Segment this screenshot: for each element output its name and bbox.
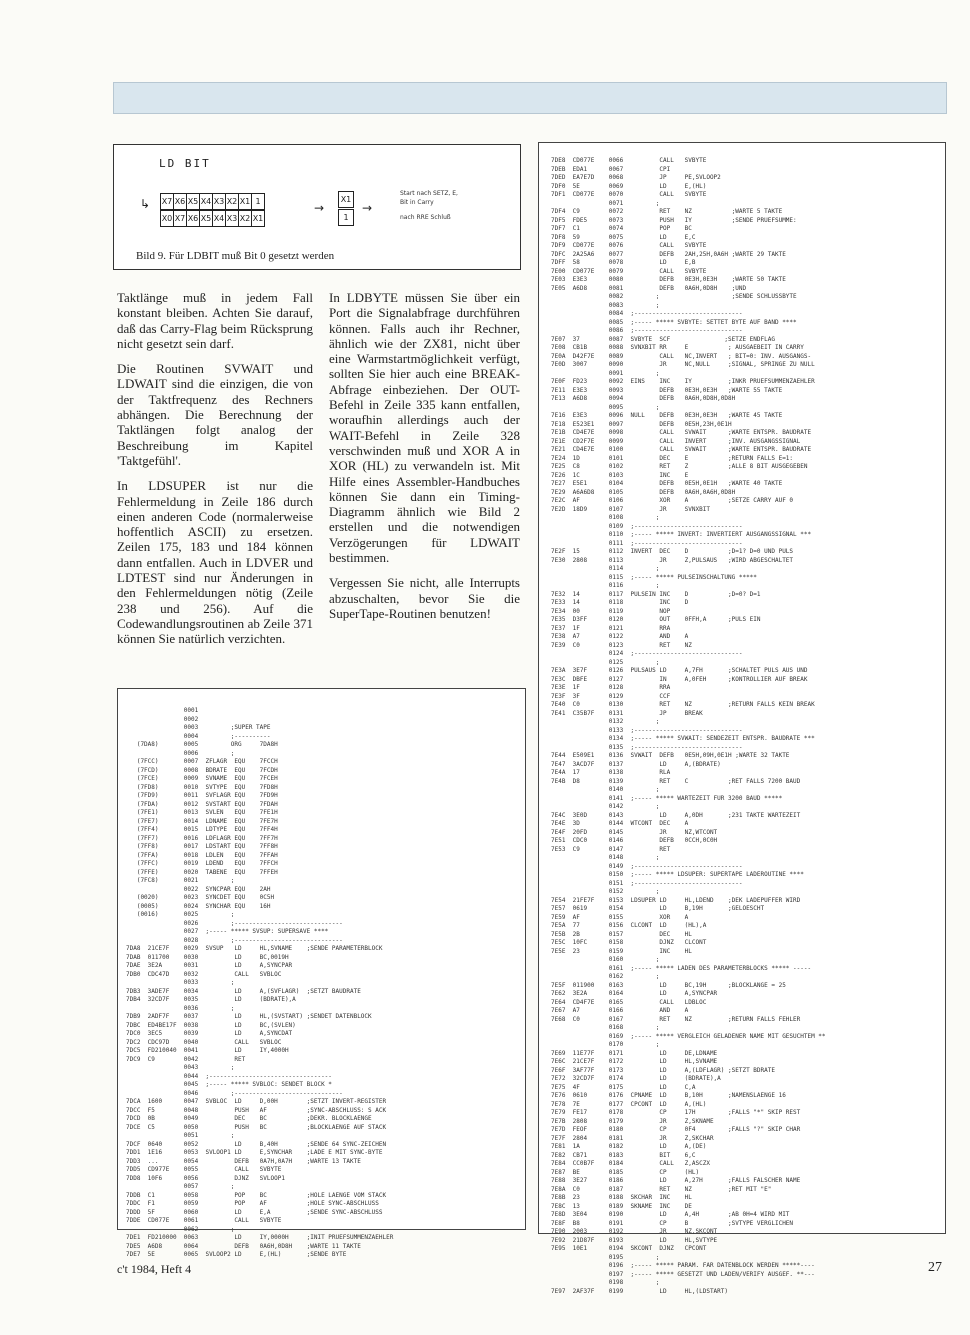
carry-bit-top: X1: [338, 191, 354, 208]
register-bottom-cell: X6: [187, 211, 200, 226]
figure-title: LD BIT: [159, 157, 211, 170]
text-column-middle: [329, 290, 520, 631]
register-top-cell: X6: [174, 194, 187, 209]
register-bottom-cell: X7: [174, 211, 187, 226]
page-number: 27: [928, 1260, 942, 1275]
register-top-cell: X5: [187, 194, 200, 209]
code-listing-left: 0001 0002 0003 ;SUPER TAPE 0004 ;---------- (7DA8) 0005 ORG 7DA8H 0006 ; (7FCC) 0007 ZFLAGR EQU 7FCCH (7FCD) 0008 BDRATE EQU 7FCDH (7FCE) 0009 SVNAME EQU 7FCEH (7FD8) 0010 SVTYPE EQU 7FD8H (7FD9) 0011 SVFLAGR EQU 7FD9H (7FDA) 0012 SVSTART EQU 7FDAH (7FE1) 0013 SVLEN EQU 7FE1H (7FE7) 0014 LDNAME EQU 7FE7H (7FF4) 0015 LDTYPE EQU 7FF4H (7FF7) 0016 LDFLAGR EQU 7FF7H (7FF8) 0017 LDSTART EQU 7FF8H (7FFA) 0018 LDLEN EQU 7FFAH (7FFC) 0019 LDEND EQU 7FFCH (7FFE) 0020 TABENE EQU 7FFEH (7FC8) 0021 ; 0022 SYNCPAR EQU 2AH (0020) 0023 SYNCDET EQU 0C5H (0005) 0024 SYNCHAR EQU 16H (0016) 0025 ; 0026 ;------------------------------ 0027 ;----- ***** SVSUP: SUPERSAVE **** 0028 ;------------------------------ 7DA8 21CE7F 0029 SVSUP LD HL,SVNAME ;SENDE PARAMETERBLOCK 7DAB 011700 0030 LD BC,0019H 7DAE 3E2A 0031 LD A,SYNCPAR 7DB0 CDC47D 0032 CALL SVBLOC 0033 ; 7DB3 3ADE7F 0034 LD A,(SVFLAGR) ;SETZT BAUDRATE 7DB4 32CD7F 0035 LD (BDRATE),A 0036 ; 7DB9 2ADF7F 0037 LD HL,(SVSTART) ;SENDET DATENBLOCK 7DBC ED4BE17F 0038 LD BC,(SVLEN) 7DC0 3EC5 0039 LD A,SYNCDAT 7DC2 CDC97D 0040 CALL SVBLOC 7DC5 FD210040 0041 LD IY,4000H 7DC9 C9 0042 RET 0043 ; 0044 ;---------------------------------- 0045 ;----- ***** SVBLOC: SENDET BLOCK * 0046 ;------------------------------ 7DCA 1600 0047 SVBLOC LD D,00H ;SETZT INVERT-REGISTER 7DCC F5 0048 PUSH AF ;SYNC-ABSCHLUSS: S ACK 7DCD 0B 0049 DEC BC ;DEKR. BLOCKLAENGE 7DCE C5 0050 PUSH BC ;BLOCKLAENGE AUF STACK 0051 ; 7DCF 0640 0052 LD B,40H ;SENDE 64 SYNC-ZEICHEN 7DD1 1E16 0053 SVLOOP1 LD E,SYNCHAR ;LADE E MIT SYNC-BYTE 7DD3 ... 0054 DEFB 0A7H,0A7H ;WARTE 13 TAKTE 7DD5 CD977E 0055 CALL SVBYTE 7DD8 10F6 0056 DJNZ SVLOOP1 0057 ; 7DDB C1 0058 POP BC ;HOLE LAENGE VOM STACK 7DDC F1 0059 POP AF ;HOLE SYNC-ABSCHLUSS 7DDD 5F 0060 LD E,A ;SENDE SYNC-ABSCHLUSS 7DDE CD077E 0061 CALL SVBYTE 0062 ; 7DE1 FD210000 0063 LD IY,0000H ;INIT PRUEFSUMMENZAEHLER 7DE5 A6D8 0064 DEFB 0A6H,0D8H ;WARTE 11 TAKTE 7DE7 5E 0065 SVLOOP2 LD E,(HL) ;SENDE BYTE: [126, 707, 394, 1258]
register-top-cell: 1: [255, 197, 261, 206]
paragraph: Die Routinen SVWAIT und LDWAIT sind die einzigen, die von der Taktfrequenz des Rechners abhängen. Die Berechnung der Taktlängen folgt analog der Beschreibung im Kapitel 'Taktgefühl'.: [117, 361, 313, 468]
figure-note-start: Start nach SETZ, E, Bit in Carry: [400, 190, 458, 206]
register-top-cell: X1: [239, 194, 252, 209]
register-bottom-cell: X3: [226, 211, 239, 226]
right-arrow-icon: →: [314, 201, 325, 215]
paragraph: Vergessen Sie nicht, alle Interrupts abzuschalten, bevor Sie die SuperTape-Routinen benutzen!: [329, 575, 520, 621]
register-bottom-cell: X2: [239, 211, 252, 226]
figure-note-end: nach RRE Schluß: [400, 214, 451, 221]
register-row-bottom: [160, 210, 265, 227]
text-column-left: [117, 290, 313, 657]
register-bottom-cell: X4: [213, 211, 226, 226]
paragraph: Taktlänge muß in jedem Fall konstant bleiben. Achten Sie darauf, daß das Carry-Flag beim Rücksprung nicht gesetzt sein darf.: [117, 290, 313, 351]
right-arrow-icon-2: →: [362, 201, 373, 215]
header-band: [113, 82, 947, 114]
code-listing-right: 7DE8 CD077E 0066 CALL SVBYTE 7DEB EDA1 0067 CPI 7DED EA7E7D 0068 JP PE,SVLOOP2 7DF0 5E 0069 LD E,(HL) 7DF1 CD077E 0070 CALL SVBYTE 0071 ; 7DF4 C9 0072 RET NZ ;WARTE 5 TAKTE 7DF5 FDE5 0073 PUSH IY ;SENDE PRUEFSUMME: 7DF7 C1 0074 POP BC 7DF8 59 0075 LD E,C 7DF9 CD077E 0076 CALL SVBYTE 7DFC 2A25A6 0077 DEFB 2AH,25H,0A6H ;WARTE 29 TAKTE 7DFF 58 0078 LD E,B 7E00 CD077E 0079 CALL SVBYTE 7E03 E3E3 0080 DEFB 0E3H,0E3H ;WARTE 50 TAKTE 7E05 A6D8 0081 DEFB 0A6H,0D8H ;UND 0082 ; ;SENDE SCHLUSSBYTE 0083 ; 0084 ;------------------------------ 0085 ;----- ***** SVBYTE: SETTET BYTE AUF BAND **** 0086 ;------------------------------ 7E07 37 0087 SVBYTE SCF ;SETZE ENDFLAG 7E08 CB1B 0088 SVNXBIT RR E ; AUSGAEBEIT IN CARRY 7E0A D42F7E 0089 CALL NC,INVERT ; BIT=0: INV. AUSGANGS- 7E0D 3007 0090 JR NC,NULL ;SIGNAL, SPRINGE ZU NULL 0091 ; 7E0F FD23 0092 EINS INC IY ;INKR PRUEFSUMMENZAEHLER 7E11 E3E3 0093 DEFB 0E3H,0E3H ;WARTE 55 TAKTE 7E13 A6D8 0094 DEFB 0A6H,0D8H,0D8H 0095 ; 7E16 E3E3 0096 NULL DEFB 0E3H,0E3H ;WARTE 45 TAKTE 7E18 E523E1 0097 DEFB 0E5H,23H,0E1H 7E1B CD4E7E 0098 CALL SVWAIT ;WARTE ENTSPR. BAUDRATE 7E1E CD2F7E 0099 CALL INVERT ;INV. AUSGANGSSIGNAL 7E21 CD4E7E 0100 CALL SVWAIT ;WARTE ENTSPR. BAUDRATE 7E24 1D 0101 DEC E ;RETURN FALLS E=1: 7E25 C8 0102 RET Z ;ALLE 8 BIT AUSGEGEBEN 7E26 1C 0103 INC E 7E27 E5E1 0104 DEFB 0E5H,0E1H ;WARTE 40 TAKTE 7E29 A6A6D8 0105 DEFB 0A6H,0A6H,0D8H 7E2C AF 0106 XOR A ;SETZE CARRY AUF 0 7E2D 18D9 0107 JR SVNXBIT 0108 ; 0109 ;------------------------------ 0110 ;----- ***** INVERT: INVERTIERT AUSGANGSSIGNAL *** 0111 ;------------------------------ 7E2F 15 0112 INVERT DEC D ;D=1? D=0 UND PULS 7E30 2808 0113 JR Z,PULSAUS ;WIRD ABGESCHALTET 0114 ; 0115 ;----- ***** PULSEINSCHALTUNG ***** 0116 ; 7E32 14 0117 PULSEIN INC D ;D=0? D=1 7E33 14 0118 INC D 7E34 00 0119 NOP 7E35 D3FF 0120 OUT 0FFH,A ;PULS EIN 7E37 1F 0121 RRA 7E38 A7 0122 AND A 7E39 C0 0123 RET NZ 0124 ;------------------------------ 0125 ; 7E3A 3E7F 0126 PULSAUS LD A,7FH ;SCHALTET PULS AUS UND 7E3C DBFE 0127 IN A,0FEH ;KONTROLLIER AUF BREAK 7E3E 1F 0128 RRA 7E3F 3F 0129 CCF 7E40 C0 0130 RET NZ ;RETURN FALLS KEIN BREAK 7E41 C35B7F 0131 JP BREAK 0132 ; 0133 ;------------------------------ 0134 ;----- ***** SVWAIT: SENDEZEIT ENTSPR. BAUDRATE *** 0135 ;------------------------------ 7E44 E509E1 0136 SVWAIT DEFB 0E5H,09H,0E1H ;WARTE 32 TAKTE 7E47 3ACD7F 0137 LD A,(BDRATE) 7E4A 17 0138 RLA 7E4B D8 0139 RET C ;RET FALLS 7200 BAUD 0140 ; 0141 ;----- ***** WARTEZEIT FUR 3200 BAUD ***** 0142 ; 7E4C 3E0D 0143 LD A,0DH ;231 TAKTE WARTEZEIT 7E4E 3D 0144 WTCONT DEC A 7E4F 20FD 0145 JR NZ,WTCONT 7E51 CDC0 0146 DEFB 0CCH,0C0H 7E53 C9 0147 RET 0148 ; 0149 ;------------------------------ 0150 ;----- ***** LDSUPER: SUPERTAPE LADEROUTINE **** 0151 ;------------------------------ 0152 ; 7E54 21FE7F 0153 LDSUPER LD HL,LDEND ;DEK LADEPUFFER WIRD 7E57 0619 0154 LD B,19H ;GELOESCHT 7E59 AF 0155 XOR A 7E5A 77 0156 CLCONT LD (HL),A 7E5B 2B 0157 DEC HL 7E5C 10FC 0158 DJNZ CLCONT 7E5E 23 0159 INC HL 0160 ; 0161 ;----- ***** LADEN DES PARAMETERBLOCKS ***** ----- 0162 ; 7E5F 011900 0163 LD BC,19H ;BLOCKLANGE = 25 7E62 3E2A 0164 LD A,SYNCPAR 7E64 CD4F7E 0165 CALL LDBLOC 7E67 A7 0166 AND A 7E68 C0 0167 RET NZ ;RETURN FALLS FEHLER 0168 ; 0169 ;----- ***** VERGLEICH GELADENER NAME MIT GESUCHTEM ** 0170 ; 7E69 11E77F 0171 LD DE,LDNAME 7E6C 21CE7F 0172 LD HL,SVNAME 7E6F 3AF77F 0173 LD A,(LDFLAGR) ;SETZT BDRATE 7E72 32CD7F 0174 LD (BDRATE),A 7E75 4F 0175 LD C,A 7E76 0610 0176 CPNAME LD B,10H ;NAMENSLAENGE 16 7E78 7E 0177 CPCONT LD A,(HL) 7E79 FE17 0178 CP 17H ;FALLS "*" SKIP REST 7E7B 2808 0179 JR Z,SKNAME 7E7D FEOF 0180 CP 0F4 ;FALLS "?" SKIP CHAR 7E7F 2804 0181 JR Z,SKCHAR 7E81 1A 0182 LD A,(DE) 7E82 CB71 0183 BIT 6,C 7E84 CC0B7F 0184 CALL Z,ASCZX 7E87 BE 0185 CP (HL) 7E88 3E27 0186 LD A,27H ;FALLS FALSCHER NAME 7E8A C0 0187 RET NZ ;RET MIT "E" 7E8B 23 0188 SKCHAR INC HL 7E8C 13 0189 SKNAME INC DE 7E8D 3E04 0190 LD A,4H ;AB 0H=4 WIRD MIT 7E8F B8 0191 CP B ;SVTYPE VERGLICHEN 7E90 2003 0192 JR NZ,SKCONT 7E92 21D87F 0193 LD HL,SVTYPE 7E95 10E1 0194 SKCONT DJNZ CPCONT 0195 ; 0196 ;----- ***** PARAM. FAR DATENBLOCK WERDEN *****---- 0197 ;----- ***** GESETZT UND LADEN/VERIFY AUSGEF. **--- 0198 ; 7E97 2AF37F 0199 LD HL,(LDSTART): [551, 157, 826, 1295]
code-listing-left-box: [117, 688, 526, 1258]
carry-bit-bottom: 1: [338, 209, 354, 226]
loop-arrow-icon: ↳: [140, 197, 151, 211]
register-top-cell: X3: [213, 194, 226, 209]
register-bottom-cell: X1: [252, 214, 264, 223]
paragraph: In LDBYTE müssen Sie über ein Port die Signalabfrage durchführen können. Falls auch ihr Rechner, ähnlich wie der ZX81, nicht über eine Warmstartmöglichkeit verfügt, sollten Sie hier auch eine BREAK-Abfrage einbeziehen. Der OUT-Befehl in Zeile 335 kann entfallen, woraufhin allerdings auch der WAIT-Befehl in Zeile 328 verschwinden muß und XOR A in XOR (HL) zu verwandeln ist. Mit Hilfe eines Assembler-Handbuches können Sie dann ein Timing-Diagramm ähnlich wie Bild 2 erstellen und die notwendigen Verzögerungen für LDWAIT bestimmen.: [329, 290, 520, 566]
code-listing-right-box: [538, 142, 946, 1295]
register-top-cell: X2: [226, 194, 239, 209]
register-bottom-cell: X0: [161, 211, 174, 226]
figure-box: [113, 144, 521, 270]
register-top-cell: X7: [161, 194, 174, 209]
register-bottom-cell: X5: [200, 211, 213, 226]
register-row-top: [160, 193, 265, 210]
figure-caption: Bild 9. Für LDBIT muß Bit 0 gesetzt werden: [136, 250, 335, 262]
paragraph: In LDSUPER ist nur die Fehlermeldung in Zeile 186 durch einen anderen Code (normalerweise hoffentlich ASCII) zu ersetzen. Zeilen 175, 183 und 184 können dann entfallen. Auch in LDVER und LDTEST sind nur Änderungen in den Fehlermeldungen nötig (Zeile 238 und 256). Auf die Codewandlungsroutinen ab Zeile 371 können Sie natürlich verzichten.: [117, 478, 313, 647]
footer-publication: c't 1984, Heft 4: [117, 1262, 192, 1276]
register-top-cell: X4: [200, 194, 213, 209]
